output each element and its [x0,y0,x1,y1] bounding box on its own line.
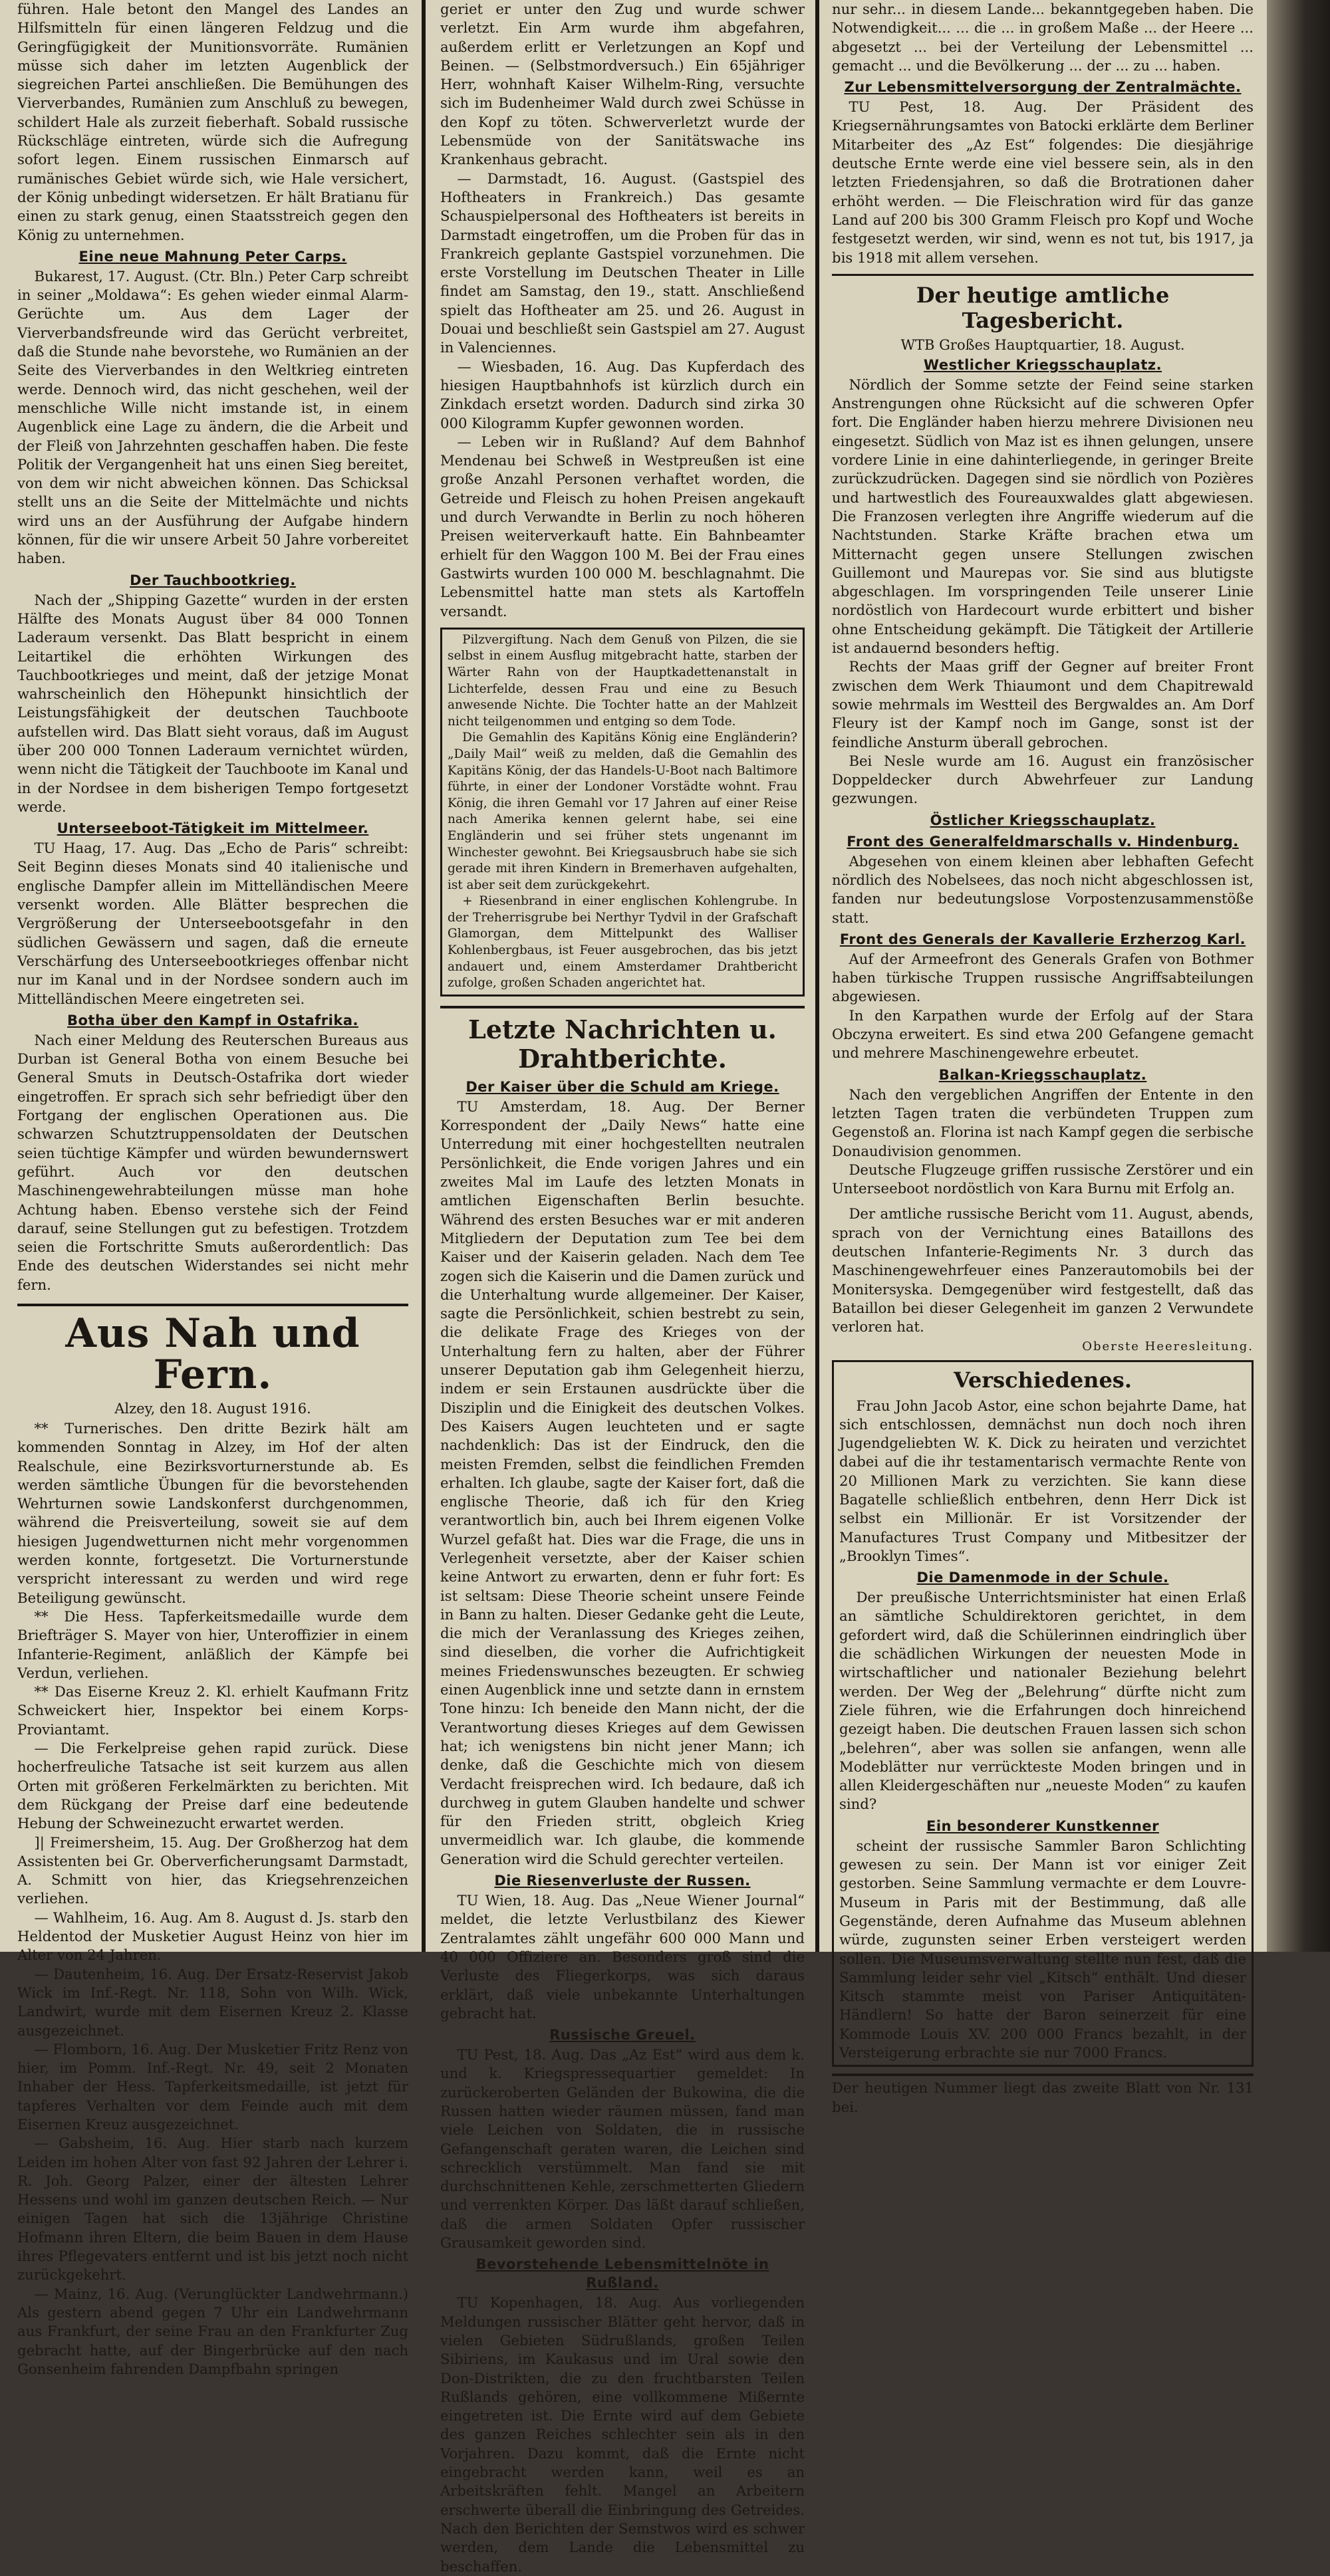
misc-box [440,628,805,996]
article-botha: Nach einer Meldung des Reuterschen Bureaus aus Durban ist General Botha von einem Besuche bei General Smuts in Deutsch-Ostafrika dort wieder eingetroffen. Er sprach sich sehr befriedigt über den Fortgang der englischen Operationen aus. Die schwarzen Schutztruppensoldaten der Deutschen seien tüchtige Kämpfer und würden bewundernswert geführt. Auch vor den deutschen Maschinengewehrabteilungen müsse man hohe Achtung haben. Ebenso verstehe sich der Feind darauf, seine Stellungen gut zu befestigen. Trotzdem seien die Fortschritte Smuts außerordentlich: Das Ende des deutschen Widerstandes sei nicht mehr fern. [17,1031,408,1293]
headline-oestlich: Östlicher Kriegsschauplatz. [930,812,1156,828]
article-unterseeboot: TU Haag, 17. Aug. Das „Echo de Paris“ schreibt: Seit Beginn dieses Monats sind 40 italienische und englische Dampfer allein im Mittelländischen Meere versenkt worden. Alle Blätter besprechen die Vergrößerung der Unterseebootsgefahr in den südlichen Gewässern und sagen, daß die erneute Verschärfung des Unterseebootkrieges offenbar nicht nur im Kanal und in der Nordsee sondern auch im Mittelländischen Meere eingetreten sei. [17,840,408,1007]
headline-kaiser: Der Kaiser über die Schuld am Kriege. [466,1078,779,1095]
dateline-hauptquartier: WTB Großes Hauptquartier, 18. August. [900,336,1185,353]
misc-damenmode: Der preußische Unterrichtsminister hat einen Erlaß an sämtliche Schuldirektoren gerichtet, in dem gefordert wird, daß die Schülerinnen eindringlich über die schädlichen Wirkungen der neuesten Mode in wirtschaftlicher und nationaler Beziehung belehrt werden. Der Weg der „Belehrung“ dürfte nicht zum Ziele führen, wie die Erfahrungen doch hinreichend gezeigt haben. Die deutschen Frauen lassen sich schon „belehren“, aber was sollen sie anfangen, wenn alle Modeblätter nur verrückteste Moden bringen und in allen Kleidergeschäften nur „neueste Moden“ zu kaufen sind? [839,1589,1246,1813]
headline-carp: Eine neue Mahnung Peter Carps. [78,248,347,265]
column-right [823,0,1262,2115]
local-freimersheim: ]| Freimersheim, 15. Aug. Der Großherzog hat dem Assistenten bei Gr. Oberverficherungsamt Darmstadt, A. Schmitt von hier, das Kriegsehrenzeichen verliehen. [17,1833,408,1907]
article-top-fragment: nur sehr... in diesem Lande... bekanntgegeben haben. Die Notwendigkeit... ... die ... in großem Maße ... der Heere ... abgesetzt ... bei der Verteilung der Lebensmittel ... gemacht ... und die Bevölkerung ... der ... zu ... haben. [832,1,1254,74]
headline-unterseeboot: Unterseeboot-Tätigkeit im Mittelmeer. [57,820,369,837]
footer-note: Der heutigen Nummer liegt das zweite Blatt von Nr. 131 bei. [832,2073,1254,2117]
local-mainz: — Mainz, 16. Aug. (Verunglückter Landwehrmann.) Als gestern abend gegen 7 Uhr ein Landwehrmann aus Frankfurt, der seine Frau an den Frankfurter Zug gebracht hatte, auf der Bingerbrücke auf den nach Gonsenheim fahrenden Dampfbahn springen [17,2285,408,2377]
report-russischer-bericht: Der amtliche russische Bericht vom 11. August, abends, sprach von der Vernichtung eines Bataillons des deutschen Infanterie-Regiments Nr. 3 durch das Maschinengewehrfeuer eines Panzerautomobils bei der Monitersyska. Demgegenüber wird festgestellt, daß das Bataillon bei dieser Gelegenheit im ganzen 2 Verwundete verloren hat. [832,1205,1254,1336]
headline-balkan: Balkan-Kriegsschauplatz. [938,1066,1147,1083]
column-left [5,0,418,2377]
column-rule [815,0,819,1952]
article-kaiser: TU Amsterdam, 18. Aug. Der Berner Korrespondent der „Daily News“ hatte eine Unterredung mit einer hochgestellten neutralen Persönlichkeit, die Ende vorigen Jahres und ein zweites Mal im Laufe des letzten Monats in amtlichen Eigenschaften Berlin besuchte. Während des ersten Besuches war er mit anderen Mitgliedern der Deputation zum Tee bei dem Kaiser und der Kaiserin geladen. Nach dem Tee zogen sich die Kaiserin und die Damen zurück und die Unterhaltung wurde allgemeiner. Der Kaiser, sagte die Persönlichkeit, schien bestrebt zu sein, die delikate Frage des Krieges von der Unterhaltung fern zu halten, aber der Führer unserer Deputation gab ihm Gelegenheit hierzu, indem er sein Erstaunen ausdrückte über die Disziplin und die Einigkeit des deutschen Volkes. Des Kaisers Augen leuchteten und er sagte nachdenklich: Das ist der Eindruck, den die meisten Fremden, selbst die feindlichen Fremden erhalten. Ich glaube, sagte der Kaiser fort, daß die englische Theorie, daß ich für den Krieg verantwortlich bin, auch bei Ihrem eigenen Volke Wurzel gefaßt hat. Dies war die Frage, die uns in Verlegenheit versetzte, aber der Kaiser schien keine Antwort zu erwarten, denn er fuhr fort: Es ist seltsam: Diese Theorie scheint unsere Feinde in Bann zu halten. Dieser Gedanke geht die Leute, die mich der Veranlassung des Krieges zeihen, sind dieselben, die vorher die Aufrichtigkeit meines Friedenswunsches bezeugten. Er schwieg einen Augenblick inne und setzte dann in ernstem Tone hinzu: Ich beneide den Mann nicht, der die Verantwortung dieses Krieges auf dem Gewissen hat; ich wenigstens bin nicht jener Mann; ich denke, daß die Geschichte mich von diesem Verdacht freisprechen wird. Ich bedaure, daß ich durchweg in gutem Glauben handelte und schwer für den Frieden stritt, obgleich Krieg unvermeidlich war. Ich glaube, die kommende Generation wird die Schuld gerechter verteilen. [440,1098,805,1867]
article-greuel: TU Pest, 18. Aug. Das „Az Est“ wird aus dem k. und k. Kriegspressequartier gemeldet: In zurückeroberten Geländen der Bukowina, die die Russen hatten wieder räumen müssen, fand man viele Leichen von Soldaten, die in russische Gefangenschaft geraten waren, die Leichen sind schrecklich verstümmelt. Man fand sie mit durchschnittenen Kehle, zerschmetterten Gliedern und verrenkten Körper. Das läßt darauf schließen, daß die armen Soldaten Opfer russischer Grausamkeit geworden sind. [440,2046,805,2252]
section-title-verschiedenes: Verschiedenes. [954,1367,1132,1393]
local-gabsheim: — Gabsheim, 16. Aug. Hier starb nach kurzem Leiden im hohen Alter von fast 92 Jahren der Lehrer i. R. Joh. Georg Palzer, einer der ältesten Lehrer Hessens und wohl im ganzen deutschen Reich. — Nur einigen Tagen hat sich die 13jährige Christine Hofmann ihren Eltern, die beim Bauen in dem Hause ihres Pflegevaters entfernt und ist bis jetzt noch nicht zurückgekehrt. [17,2135,408,2283]
section-title-letzte-nachrichten: Letzte Nachrichten u. Drahtberichte. [440,1006,805,1074]
article-lebensmittelversorgung: TU Pest, 18. Aug. Der Präsident des Kriegsernährungsamtes von Batocki erklärte dem Berliner Mitarbeiter des „Az Est“ folgendes: Die diesjährige deutsche Ernte werde eine viel bessere sein, als in den letzten Friedensjahren, so daß die Brotrationen daher erhöht werden. — Die Fleischration wird für das ganze Land auf 200 bis 300 Gramm Fleisch pro Kopf und Woche festgesetzt werden, wir sind, wenn es not tut, bis 1917, ja bis 1918 mit allem versehen. [832,98,1254,266]
dateline-alzey: Alzey, den 18. August 1916. [114,1401,311,1417]
headline-botha: Botha über den Kampf in Ostafrika. [67,1012,358,1028]
report-karpathen: In den Karpathen wurde der Erfolg auf der Stara Obczyna erweitert. Es sind etwa 200 Gefangene gemacht und mehrere Maschinengewehre erbeutet. [832,1006,1254,1062]
report-flugzeuge: Deutsche Flugzeuge griffen russische Zerstörer und ein Unterseeboot nordöstlich von Kara Burnu mit Erfolg an. [832,1161,1254,1197]
misc-box-verschiedenes [832,1360,1254,2067]
report-hindenburg: Abgesehen von einem kleinen aber lebhaften Gefecht nördlich des Nobelsees, das noch nicht abgeschlossen ist, fanden nur bedeutungslose Vorpostenzusammenstöße statt. [832,852,1254,926]
local-eisernes-kreuz: ** Das Eiserne Kreuz 2. Kl. erhielt Kaufmann Fritz Schweickert hier, Inspektor bei einem Korps-Proviantamt. [17,1683,408,1738]
misc-pilzvergiftung: Pilzvergiftung. Nach dem Genuß von Pilzen, die sie selbst in einem Ausflug mitgebracht hatte, starben der Wärter Rahn von der Hauptkadettenanstalt in Lichterfelde, dessen Frau und eine zu Besuch anwesende Nichte. Die Tochter hatte an der Mahlzeit nicht teilgenommen und entging so dem Tode. [448,632,797,729]
headline-erzherzog-karl: Front des Generals der Kavallerie Erzherzog Karl. [839,931,1246,947]
article-lebensmittelnoete: TU Kopenhagen, 18. Aug. Aus vorliegenden Meldungen russischer Blätter geht hervor, daß in vielen Gebieten Südrußlands, großen Teilen Sibiriens, im Kaukasus und im Ural sowie den Don-Distrikten, die zu den fruchtbarsten Teilen Rußlands gehören, eine vollkommene Mißernte eingetreten ist. Die Ernte wird auf dem Gebiete des ganzen Reiches schlechter sein als in den Vorjahren. Dazu kommt, daß die Ernte nicht eingebracht werden kann, weil es an Arbeitskräften fehlt. Mangel an Arbeitern erschwerte überall die Einbringung des Getreides. Nach den Berichten der Semstwos wird es schwer werden, dem Lande die Lebensmittel zu beschaffen. [440,2294,805,2575]
headline-hindenburg: Front des Generalfeldmarschalls v. Hindenburg. [847,833,1239,850]
article-rumania-end: führen. Hale betont den Mangel des Landes an Hilfsmitteln für einen längeren Feldzug und die Geringfügigkeit der Munitionsvorräte. Rumänien müsse sich daher im letzten Augenblick der siegreichen Partei anschließen. Die Bemühungen des Vierverbandes, Rumänien zum Anschluß zu bewegen, schildert Hale als zurzeit fieberhaft. Sobald russische Rückschläge eintreten, würde sich die Aufregung sofort legen. Einem russischen Einmarsch auf rumänisches Gebiet würde sich, wie Hale versichert, der König unbedingt widersetzen. Er hält Bratianu für einen zu stark genug, einen Staatsstreich gegen den König zu unternehmen. [17,1,408,243]
article-tauchboot: Nach der „Shipping Gazette“ wurden in der ersten Hälfte des Monats August über 84 000 Tonnen Laderaum versenkt. Das Blatt bespricht in einem Leitartikel die erhöhten Wirkungen des Tauchbootkrieges und meint, daß der jetzige Monat wahrscheinlich den Höhepunkt hinsichtlich der Leistungsfähigkeit der deutschen Tauchboote aufstellen wird. Das Blatt sieht voraus, daß im August über 200 000 Tonnen Laderaum vernichtet würden, wenn nicht die Tätigkeit der Tauchboote im Kanal und in der Nordsee in dem bisherigen Tempo fortgesetzt werde. [17,591,408,815]
local-turnerisches: ** Turnerisches. Den dritte Bezirk hält am kommenden Sonntag in Alzey, im Hof der alten Realschule, eine Bezirksvorturnerstunde ab. Es werden sämtliche Übungen für die bevorstehenden Wehrturnen sowie Landskonferst durchgenommen, während die Preisverteilung, soweit sie auf dem hiesigen Jugendwetturnen nicht mehr vorgenommen werden konnte, fortgesetzt. Die Vorturnerstunde verspricht interessant zu werden und wird rege Beteiligung gewünscht. [17,1420,408,1606]
headline-riesenverluste: Die Riesenverluste der Russen. [494,1873,751,1889]
article-riesenverluste: TU Wien, 18. Aug. Das „Neue Wiener Journal“ meldet, die letzte Verlustbilanz des Kiewer Zentralamtes zählt ungefähr 600 000 Mann und 40 000 Offiziere an. Besonders groß sind die Verluste des Fliegerkorps, was sich daraus erklärt, daß viele unbekannte Unterhaltungen gebracht hat. [440,1892,805,2022]
misc-astor: Frau John Jacob Astor, eine schon bejahrte Dame, hat sich entschlossen, demnächst nun doch noch ihren Jugendgeliebten W. K. Dick zu heiraten und verzichtet dabei auf die ihr testamentarisch vermachte Rente von 20 Millionen Mark zu verzichten. Sie kann diese Bagatelle schließlich entbehren, denn Herr Dick ist selbst ein Millionär. Er ist Vorsitzender der Manufactures Trust Company und Mitbesitzer der „Brooklyn Times“. [839,1397,1246,1564]
headline-tauchboot: Der Tauchbootkrieg. [130,572,296,588]
local-wahlheim: — Wahlheim, 16. Aug. Am 8. August d. Js. starb den Heldentod der Musketier August Heinz von hier im Alter von 24 Jahren. [17,1909,408,1964]
report-west: Nördlich der Somme setzte der Feind seine starken Anstrengungen ohne Rücksicht auf die schweren Opfer fort. Die Engländer haben hierzu mehrere Divisionen neu eingesetzt. Südlich von Maz ist es ihnen gelungen, unsere vordere Linie in eine dahinterliegende, in geringer Breite zurückzudrücken. Dagegen sind sie nördlich von Pozières und hartwestlich des Foureauxwaldes glatt abgewiesen. Die Franzosen verlegten ihre Angriffe wiederum auf die Nachtstunden. Starke Kräfte brachen etwa um Mitternacht gegen unsere Stellungen zwischen Guillemont und Maurepas vor. Sie sind aus blutigste abgeschlagen. Im vorspringenden Teile unserer Linie nordöstlich von Hardecourt wurde erbittert und bisher ohne Entscheidung gekämpft. Die Tätigkeit der Artillerie ist andauernd besonders heftig. [832,376,1254,657]
local-wiesbaden: — Wiesbaden, 16. Aug. Das Kupferdach des hiesigen Hauptbahnhofs ist kürzlich durch ein Zinkdach ersetzt worden. Dadurch sind zirka 30 000 Kilogramm Kupfer gewonnen worden. [440,358,805,431]
column-rule [422,0,426,1952]
page-edge [1267,0,1330,1952]
local-ferkelpreise: — Die Ferkelpreise gehen rapid zurück. Diese hocherfreuliche Tatsache ist seit kurzem aus allen Orten mit größeren Ferkelmärkten zu berichten. Mit dem Rückgang der Preise darf eine bedeutende Hebung der Schweinezucht erwartet werden. [17,1740,408,1832]
local-tapferkeitsmedaille: ** Die Hess. Tapferkeitsmedaille wurde dem Briefträger S. Mayer von hier, Unteroffizier in einem Infanterie-Regiment, anläßlich der Kämpfe bei Verdun, verliehen. [17,1607,408,1681]
misc-kunstkenner: scheint der russische Sammler Baron Schlichting gewesen zu sein. Der Mann ist vor einiger Zeit gestorben. Seine Sammlung vermachte er dem Louvre-Museum in Paris mit der Bestimmung, daß alle Gegenstände, deren Aufnahme das Museum ablehnen würde, zugunsten seiner Erben versteigert werden sollen. Die Museumsverwaltung stellte nun fest, daß die Sammlung leider sehr viel „Kitsch“ enthält. Und dieser Kitsch stammte meist von Pariser Antiquitäten-Händlern! So hatte der Baron seinerzeit für eine Kommode Louis XV. 200 000 Francs bezahlt, in der Versteigerung erbrachte sie nur 7000 Francs. [839,1837,1246,2061]
article-carp: Bukarest, 17. August. (Ctr. Bln.) Peter Carp schreibt in seiner „Moldawa“: Es gehen wieder einmal Alarm-Gerüchte um. Aus dem Lager der Vierverbandsfreunde wird das Gerücht verbreitet, daß die Stunde nahe bevorstehe, wo Rumänien an der Seite des Vierverbandes in den Weltkrieg eintreten werde. Dennoch wird, das nicht geschehen, weil der menschliche Wille nicht imstande ist, in einem Augenblick eine Lage zu ändern, die die Arbeit und der Fleiß von Jahrzehnten geschaffen haben. Die feste Politik der Vergangenheit hat uns einen Sieg bereitet, von dem wir nicht abweichen können. Das Schicksal stellt uns an die Seite der Mittelmächte und nichts wird uns an der Ausführung der Aufgabe hindern können, für die wir unsere Arbeit 50 Jahre vorbereitet haben. [17,267,409,567]
report-nesle: Bei Nesle wurde am 16. August ein französischer Doppeldecker durch Abwehrfeuer zur Landung gezwungen. [832,752,1254,807]
headline-lebensmittelnoete: Bevorstehende Lebensmittelnöte in Rußland. [475,2256,769,2291]
local-mainz-cont: geriet er unter den Zug und wurde schwer verletzt. Ein Arm wurde ihm abgefahren, außerdem erlitt er Verletzungen an Kopf und Beinen. — (Selbstmordversuch.) Ein 65jähriger Herr, wohnhaft Kaiser Wilhelm-Ring, versuchte sich im Budenheimer Wald durch zwei Schüsse in den Kopf zu töten. Schwerverletzt wurde der Lebensmüde von der Sanitätswache ins Krankenhaus gebracht. [440,1,805,168]
local-darmstadt: — Darmstadt, 16. August. (Gastspiel des Hoftheaters in Frankreich.) Das gesamte Schauspielpersonal des Hoftheaters ist bereits in Darmstadt eingetroffen, um die Proben für das in Frankreich geplante Gastspiel vorzunehmen. Die erste Vorstellung im Deutschen Theater in Lille findet am Samstag, den 19., statt. Anschließend spielt das Hoftheater am 25. und 26. August in Douai und beschließt sein Gastspiel am 27. August in Valenciennes. [440,170,805,356]
report-maas: Rechts der Maas griff der Gegner auf breiter Front zwischen dem Werk Thiaumont und dem Chapitrewald sowie mehrmals im Westteil des Bergwaldes an. Am Dorf Fleury ist der Kampf noch im Gange, sonst ist der feindliche Ansturm überall gebrochen. [832,658,1254,751]
headline-kunstkenner: Ein besonderer Kunstkenner [926,1817,1159,1834]
local-leben-in-russland: — Leben wir in Rußland? Auf dem Bahnhof Mendenau bei Schweß in Westpreußen ist eine große Anzahl Personen verhaftet worden, die Getreide und Fleisch zu hohen Preisen angekauft und durch Verwandte in Berlin zu noch höheren Preisen weiterverkauft hatte. Ein Bahnbeamter erhielt für den Waggon 100 M. Bei der Frau eines Gastwirts wurden 100 000 M. beschlagnahmt. Die Lebensmittel hatte man stets als Kartoffeln versandt. [440,433,805,620]
headline-damenmode: Die Damenmode in der Schule. [916,1570,1169,1586]
misc-kapitaen-koenig: Die Gemahlin des Kapitäns König eine Engländerin? „Daily Mail“ weiß zu melden, daß die Gemahlin des Kapitäns König, der das Handels-U-Boot nach Baltimore führte, in einer der Londoner Vorstädte wohnt. Frau König, die ihren Gemahl vor 17 Jahren auf einer Reise nach Amerika kennen gelernt habe, sei eine Engländerin und sei früher stets ungenannt im Winchester gewohnt. Bei Kriegsausbruch habe sie sich gerade mit ihren Kindern in Bremerhaven aufgehalten, ist aber seit dem zurückgekehrt. [448,731,797,892]
headline-lebensmittelversorgung: Zur Lebensmittelversorgung der Zentralmächte. [844,79,1242,96]
report-karl: Auf der Armeefront des Generals Grafen von Bothmer haben türkische Truppen russische Angriffsabteilungen abgewiesen. [832,950,1254,1005]
section-title-tagesbericht: Der heutige amtliche Tagesbericht. [832,274,1254,333]
section-title-aus-nah-und-fern: Aus Nah und Fern. [17,1304,408,1395]
report-balkan: Nach den vergeblichen Angriffen der Entente in den letzten Tagen traten die verbündeten Truppen zum Gegenstoß an. Florina ist nach Kampf gegen die serbische Donaudivision genommen. [832,1086,1254,1159]
signature-heeresleitung: Oberste Heeresleitung. [1082,1339,1254,1353]
headline-westlich: Westlicher Kriegsschauplatz. [923,356,1162,373]
local-dautenheim: — Dautenheim, 16. Aug. Der Ersatz-Reservist Jakob Wick im Inf.-Regt. Nr. 118, Sohn von Wilh. Wick, Landwirt, wurde mit dem Eisernen Kreuz 2. Klasse ausgezeichnet. [17,1965,408,2039]
column-middle [432,0,811,2575]
misc-riesenbrand: + Riesenbrand in einer englischen Kohlengrube. In der Treherrisgrube bei Nerthyr Tydvil in der Grafschaft Glamorgan, dem Mittelpunkt des Walliser Kohlenbergbaus, ist Feuer ausgebrochen, das bis jetzt andauert und, einem Amsterdamer Drahtbericht zufolge, großen Schaden angerichtet hat. [448,894,797,991]
local-flomborn: — Flomborn, 16. Aug. Der Musketier Fritz Renz von hier, im Pomm. Inf.-Regt. Nr. 49, seit 2 Monaten Inhaber der Hess. Tapferkeitsmedaille, ist jetzt für tapferes Verhalten vor dem Feinde auch mit dem Eisernen Kreuz ausgezeichnet. [17,2040,408,2133]
headline-greuel: Russische Greuel. [549,2027,696,2044]
